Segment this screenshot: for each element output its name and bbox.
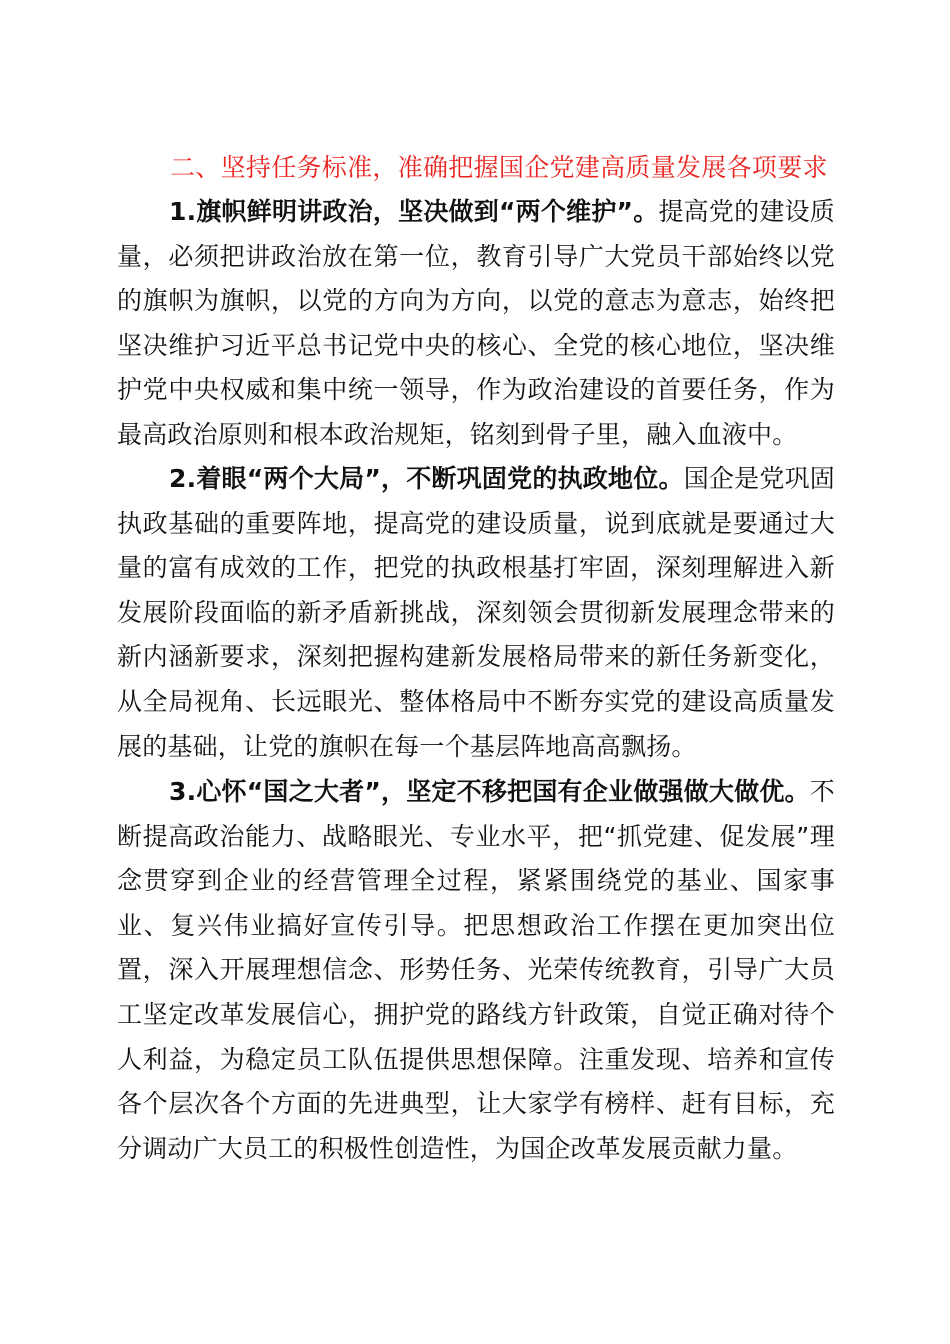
- paragraph-1: [117, 190, 835, 458]
- paragraph-1-text: 提高党的建设质量，必须把讲政治放在第一位，教育引导广大党员干部始终以党的旗帜为旗帜，以党的方向为方向，以党的意志为意志，始终把坚决维护习近平总书记党中央的核心、全党的核心地位，坚决维护党中央权威和集中统一领导，作为政治建设的首要任务，作为最高政治原则和根本政治规矩，铭刻到骨子里，融入血液中。: [117, 197, 835, 449]
- paragraph-2-text: 国企是党巩固执政基础的重要阵地，提高党的建设质量，说到底就是要通过大量的富有成效的工作，把党的执政根基打牢固，深刻理解进入新发展阶段面临的新矛盾新挑战，深刻领会贯彻新发展理念带来的新内涵新要求，深刻把握构建新发展格局带来的新任务新变化，从全局视角、长远眼光、整体格局中不断夯实党的建设高质量发展的基础，让党的旗帜在每一个基层阵地高高飘扬。: [117, 464, 836, 761]
- paragraph-3-lead: 3.心怀“国之大者”，坚定不移把国有企业做强做大做优。: [169, 777, 810, 806]
- paragraph-2: [117, 457, 835, 769]
- section-heading: 二、坚持任务标准，准确把握国企党建高质量发展各项要求: [170, 153, 828, 182]
- paragraph-2-lead: 2.着眼“两个大局”，不断巩固党的执政地位。: [169, 464, 684, 493]
- paragraph-3: [117, 770, 835, 1171]
- paragraph-3-text: 不断提高政治能力、战略眼光、专业水平，把“抓党建、促发展”理念贯穿到企业的经营管理全过程，紧紧围绕党的基业、国家事业、复兴伟业搞好宣传引导。把思想政治工作摆在更加突出位置，深入开展理想信念、形势任务、光荣传统教育，引导广大员工坚定改革发展信心，拥护党的路线方针政策，自觉正确对待个人利益，为稳定员工队伍提供思想保障。注重发现、培养和宣传各个层次各个方面的先进典型，让大家学有榜样、赶有目标，充分调动广大员工的积极性创造性，为国企改革发展贡献力量。: [117, 777, 835, 1163]
- paragraph-1-lead: 1.旗帜鲜明讲政治，坚决做到“两个维护”。: [169, 197, 659, 226]
